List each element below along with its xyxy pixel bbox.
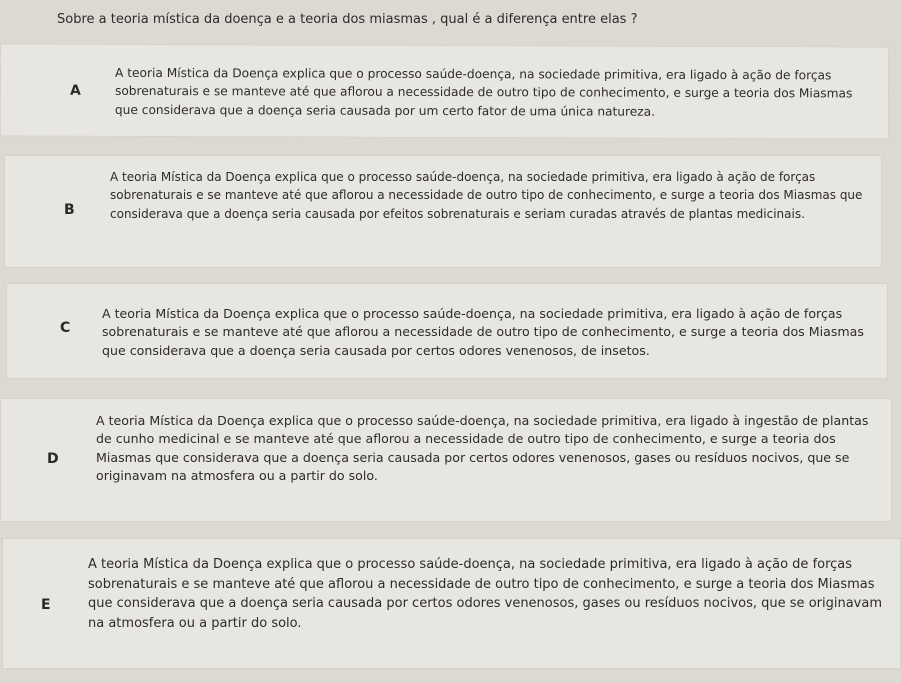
option-text: A teoria Mística da Doença explica que o processo saúde-doença, na sociedade primitiva, era ligado à ação de forças sobrenaturais e se manteve até que aflorou a necessidade de outro tipo de conhecimento, e surge a teoria dos Miasmas que considerava que a doença seria causada por efeitos sobrenaturais e seriam curadas através de plantas medicinais. (110, 170, 863, 221)
option-text: A teoria Mística da Doença explica que o processo saúde-doença, na sociedade primitiva, era ligado à ação de forças sobrenaturais e se manteve até que aflorou a necessidade de outro tipo de conhecimento, e surge a teoria dos Miasmas que considerava que a doença seria causada por certos odores venenosos, gases ou resíduos nocivos, que se originavam na atmosfera ou a partir do solo. (88, 557, 882, 631)
option-c[interactable] (6, 283, 888, 379)
option-letter: E (41, 597, 51, 613)
option-d[interactable] (0, 398, 892, 522)
option-letter: A (69, 82, 81, 99)
option-text: A teoria Mística da Doença explica que o processo saúde-doença, na sociedade primitiva, era ligado à ação de forças sobrenaturais e se manteve até que aflorou a necessidade de outro tipo de conhecimento, e surge a teoria dos Miasmas que considerava que a doença seria causada por um certo fator de uma única natureza. (114, 65, 853, 119)
option-letter: C (60, 320, 71, 336)
option-a[interactable] (0, 43, 889, 139)
question-text: Sobre a teoria mística da doença e a teoria dos miasmas , qual é a diferença entre elas ? (57, 12, 638, 27)
option-letter: B (64, 202, 75, 218)
option-text: A teoria Mística da Doença explica que o processo saúde-doença, na sociedade primitiva, era ligado à ação de forças sobrenaturais e se manteve até que aflorou a necessidade de outro tipo de conhecimento, e surge a teoria dos Miasmas que considerava que a doença seria causada por certos odores venenosos, de insetos. (102, 306, 864, 358)
option-letter: D (47, 451, 59, 467)
option-e[interactable] (2, 538, 901, 669)
option-text: A teoria Mística da Doença explica que o processo saúde-doença, na sociedade primitiva, era ligado à ingestão de plantas de cunho medicinal e se manteve até que aflorou a necessidade de outro tipo de conhecimento, e surge a teoria dos Miasmas que considerava que a doença seria causada por certos odores venenosos, gases ou resíduos nocivos, que se originavam na atmosfera ou a partir do solo. (96, 413, 869, 484)
option-b[interactable] (4, 155, 882, 268)
